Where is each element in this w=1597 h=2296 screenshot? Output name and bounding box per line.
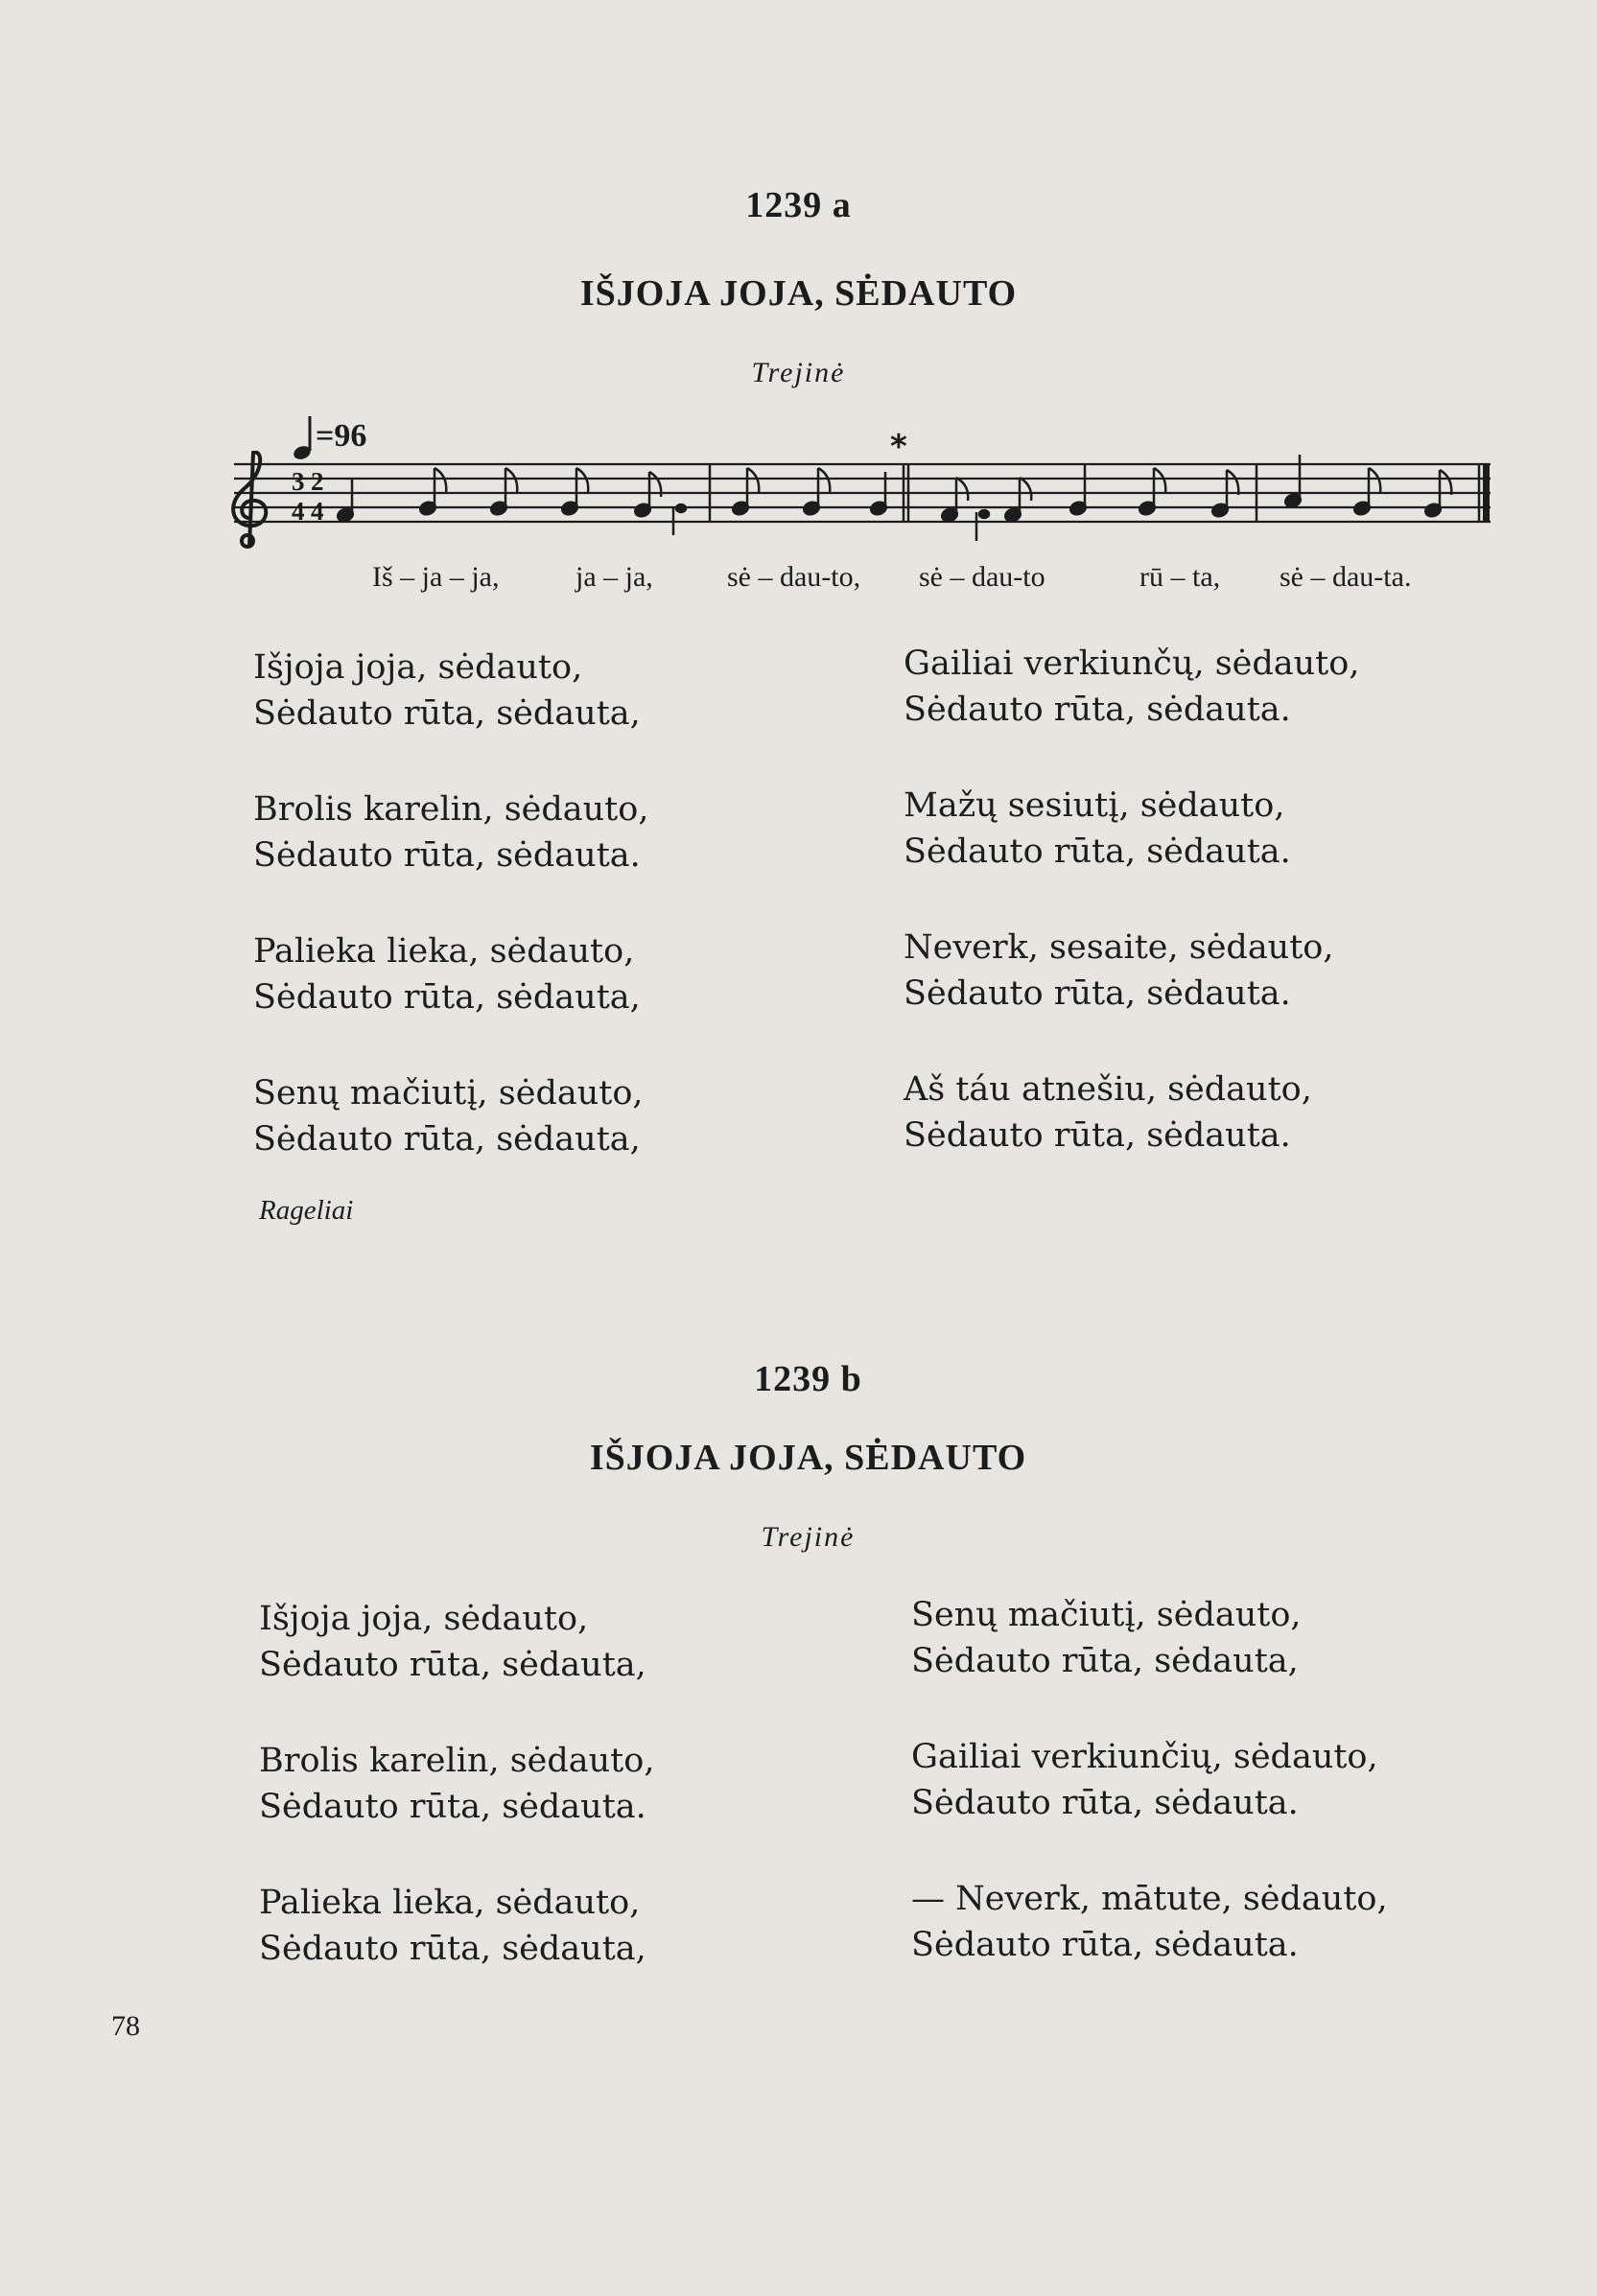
verse-line: Sėdauto rūta, sėdauta, — [253, 978, 641, 1017]
verse-line: Gailiai verkiunčų, sėdauto, — [904, 644, 1360, 683]
page-number: 78 — [111, 2010, 140, 2042]
stanza — [259, 1596, 654, 1688]
song-title: IŠJOJA JOJA, SĖDAUTO — [589, 1438, 1027, 1478]
verse-line: Sėdauto rūta, sėdauta, — [259, 1646, 646, 1684]
stanza — [904, 1066, 1359, 1159]
verse-line: Sėdauto rūta, sėdauta, — [253, 694, 641, 733]
verse-line: Išjoja joja, sėdauto, — [253, 648, 583, 687]
lyric-syllable: rū – ta, — [1139, 561, 1221, 593]
verse-line: Išjoja joja, sėdauto, — [259, 1600, 589, 1638]
stanza — [253, 928, 648, 1020]
stanza — [259, 1738, 654, 1830]
svg-text:4: 4 — [311, 497, 324, 526]
verse-line: Brolis karelin, sėdauto, — [253, 790, 649, 829]
verse-line: Aš táu atnešiu, sėdauto, — [904, 1070, 1312, 1109]
verse-line: Brolis karelin, sėdauto, — [259, 1742, 655, 1780]
svg-text:2: 2 — [311, 467, 324, 496]
song-source: Rageliai — [259, 1195, 354, 1226]
stanza — [904, 641, 1359, 733]
stanza — [259, 1880, 654, 1972]
verses-right-column — [911, 1592, 1388, 2018]
verse-line: Palieka lieka, sėdauto, — [253, 932, 635, 971]
verses-right-column — [904, 641, 1359, 1208]
song-subtitle: Trejinė — [761, 1521, 856, 1553]
verse-line: Mažų sesiutį, sėdauto, — [904, 786, 1285, 825]
lyric-syllable: sė – dau-to — [919, 561, 1045, 593]
verse-line: Gailiai verkiunčių, sėdauto, — [911, 1738, 1378, 1776]
melody-lyrics — [0, 561, 1597, 599]
song-subtitle: Trejinė — [751, 357, 846, 388]
verse-line: Sėdauto rūta, sėdauta. — [911, 1926, 1299, 1964]
lyric-syllable: ja – ja, — [575, 561, 653, 593]
song-title: IŠJOJA JOJA, SĖDAUTO — [579, 273, 1018, 314]
asterisk-mark: * — [890, 428, 907, 466]
treble-clef-icon — [233, 453, 266, 547]
stanza — [904, 925, 1359, 1017]
verse-line: Sėdauto rūta, sėdauta. — [253, 836, 641, 875]
verse-line: Sėdauto rūta, sėdauta, — [911, 1642, 1299, 1680]
verse-line: Sėdauto rūta, sėdauta, — [253, 1120, 641, 1159]
verse-line: Sėdauto rūta, sėdauta. — [904, 974, 1291, 1013]
stanza — [911, 1876, 1388, 1968]
verse-line: Sėdauto rūta, sėdauta. — [259, 1788, 646, 1826]
stanza — [911, 1592, 1388, 1684]
lyric-syllable: sė – dau-ta. — [1280, 561, 1412, 593]
song-number: 1239 a — [745, 185, 852, 225]
lyric-syllable: sė – dau-to, — [727, 561, 861, 593]
verse-line: Sėdauto rūta, sėdauta. — [904, 1116, 1291, 1155]
stanza — [253, 786, 648, 879]
verse-line: Palieka lieka, sėdauto, — [259, 1884, 641, 1922]
verse-line: Senų mačiutį, sėdauto, — [911, 1596, 1302, 1634]
stanza — [253, 644, 648, 737]
verse-line: Neverk, sesaite, sėdauto, — [904, 928, 1334, 967]
tempo-value: =96 — [316, 418, 367, 454]
svg-text:3: 3 — [292, 467, 305, 496]
verse-line: Senų mačiutį, sėdauto, — [253, 1074, 644, 1113]
svg-text:4: 4 — [292, 497, 305, 526]
stanza — [911, 1734, 1388, 1826]
lyric-syllable: Iš – ja – ja, — [372, 561, 500, 593]
verses-left-column — [259, 1596, 654, 2022]
song-number: 1239 b — [754, 1359, 862, 1399]
verse-line: Sėdauto rūta, sėdauta. — [904, 691, 1291, 729]
verse-line: — Neverk, mātute, sėdauto, — [911, 1880, 1388, 1918]
stanza — [253, 1070, 648, 1162]
stanza — [904, 783, 1359, 875]
verses-left-column — [253, 644, 648, 1212]
music-staff — [211, 451, 1496, 575]
verse-line: Sėdauto rūta, sėdauta. — [911, 1784, 1299, 1822]
verse-line: Sėdauto rūta, sėdauta, — [259, 1930, 646, 1968]
verse-line: Sėdauto rūta, sėdauta. — [904, 832, 1291, 871]
